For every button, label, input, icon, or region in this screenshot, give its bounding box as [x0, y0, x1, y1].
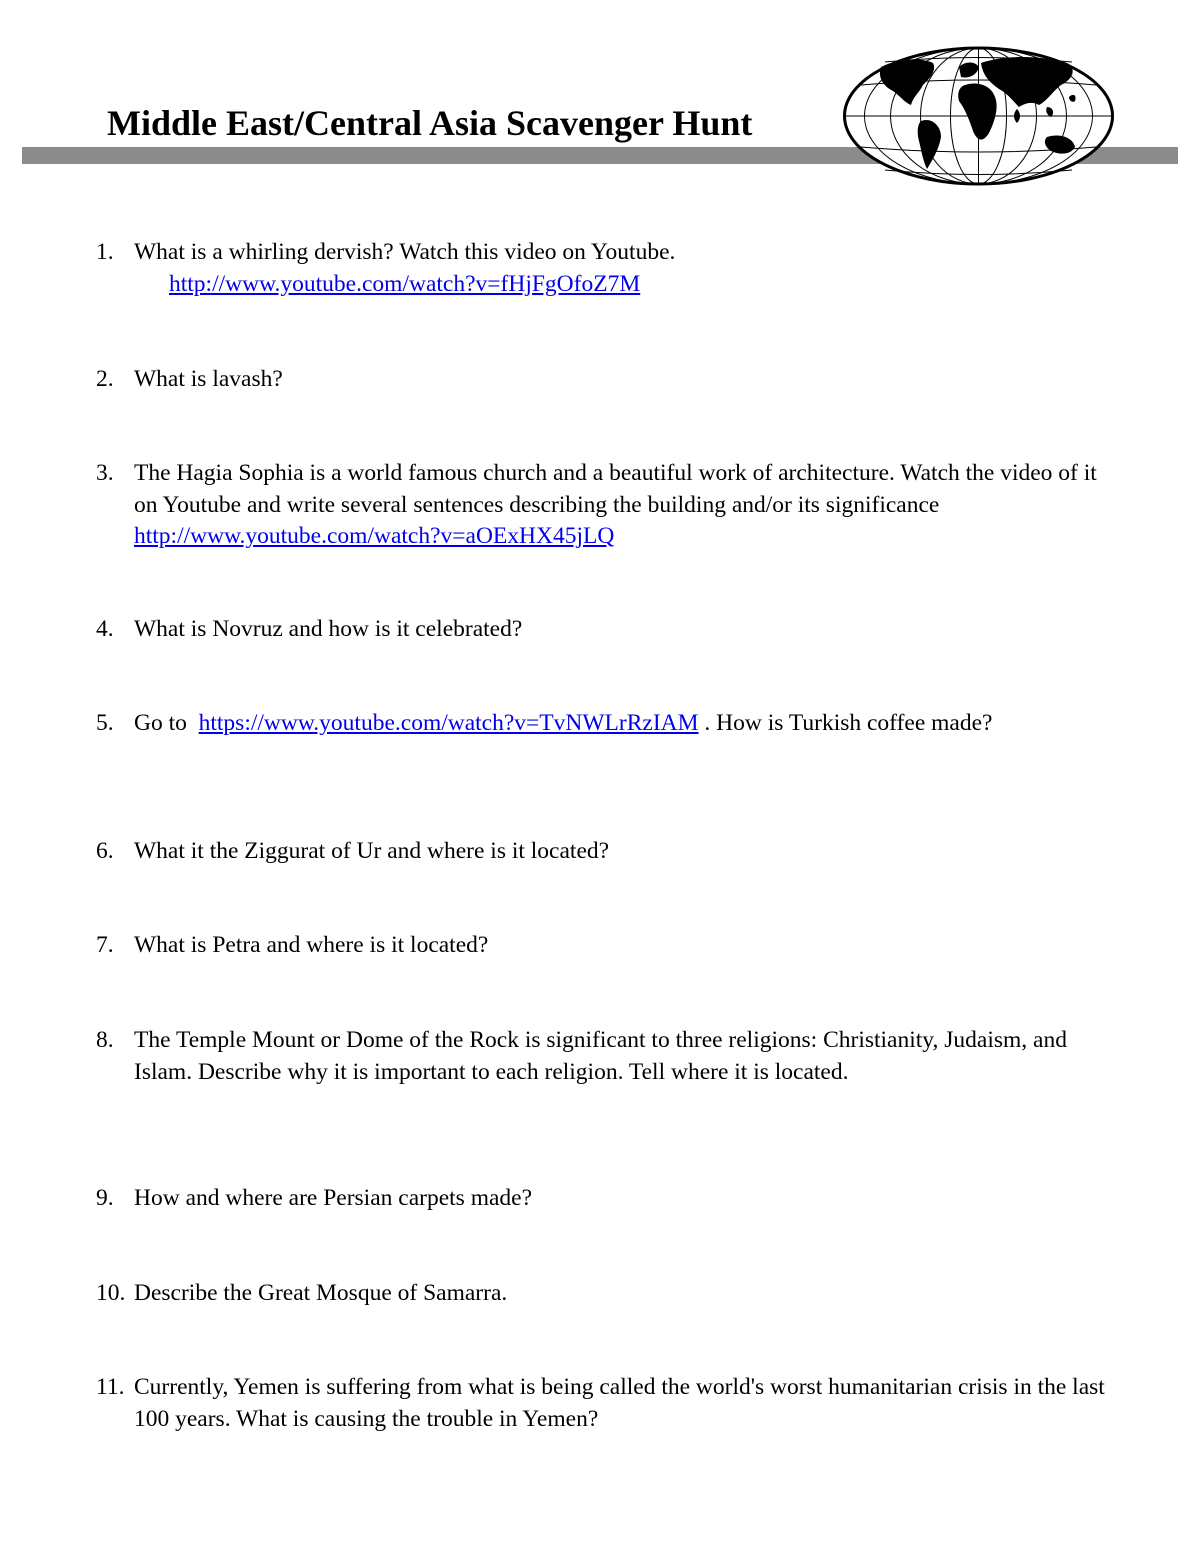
question-number: 3.: [96, 460, 114, 486]
question-text: Currently, Yemen is suffering from what is being called the world's worst humanitarian crisis in the last 100 years. What is causing the trouble in Yemen?: [134, 1374, 1105, 1432]
question-number: 11.: [96, 1374, 125, 1400]
question-number: 5.: [96, 710, 114, 736]
question-item: [96, 1372, 1106, 1435]
question-text: The Hagia Sophia is a world famous church and a beautiful work of architecture. Watch the video of it on Youtube and write several sentences describing the building and/or its significance: [134, 460, 1097, 518]
question-number: 8.: [96, 1027, 114, 1053]
question-item: [96, 930, 1106, 962]
question-number: 4.: [96, 616, 114, 642]
question-item: [96, 1278, 1106, 1310]
question-item: [96, 614, 1106, 646]
question-number: 2.: [96, 366, 114, 392]
youtube-link[interactable]: https://www.youtube.com/watch?v=TvNWLrRzIAM: [198, 710, 699, 736]
youtube-link[interactable]: http://www.youtube.com/watch?v=aOExHX45jLQ: [134, 523, 615, 550]
question-number: 1.: [96, 239, 114, 265]
question-text: How and where are Persian carpets made?: [134, 1185, 533, 1211]
question-number: 7.: [96, 932, 114, 958]
question-text: Describe the Great Mosque of Samarra.: [134, 1280, 508, 1306]
question-text: What it the Ziggurat of Ur and where is it located?: [134, 838, 610, 864]
question-text: What is Novruz and how is it celebrated?: [134, 616, 523, 642]
question-item: [96, 364, 1106, 396]
question-number: 6.: [96, 838, 114, 864]
question-text: What is a whirling dervish? Watch this video on Youtube.: [134, 239, 676, 265]
question-item: [96, 237, 1106, 300]
youtube-link[interactable]: http://www.youtube.com/watch?v=fHjFgOfoZ7M: [169, 270, 641, 297]
question-text: What is Petra and where is it located?: [134, 932, 489, 958]
question-text-before: Go to: [134, 710, 187, 736]
question-number: 9.: [96, 1185, 114, 1211]
globe-icon: [841, 45, 1116, 187]
question-item: [96, 1183, 1106, 1215]
question-item: [96, 458, 1106, 553]
page-title: Middle East/Central Asia Scavenger Hunt: [107, 103, 753, 143]
question-text: What is lavash?: [134, 366, 283, 392]
question-text-after: . How is Turkish coffee made?: [704, 710, 993, 736]
question-item: [96, 1025, 1106, 1088]
question-text: The Temple Mount or Dome of the Rock is significant to three religions: Christianity, Judaism, and Islam. Describe why it is important to each religion. Tell where it is located.: [134, 1027, 1067, 1085]
question-number: 10.: [96, 1280, 126, 1306]
question-item: [96, 708, 1106, 740]
question-item: [96, 836, 1106, 868]
